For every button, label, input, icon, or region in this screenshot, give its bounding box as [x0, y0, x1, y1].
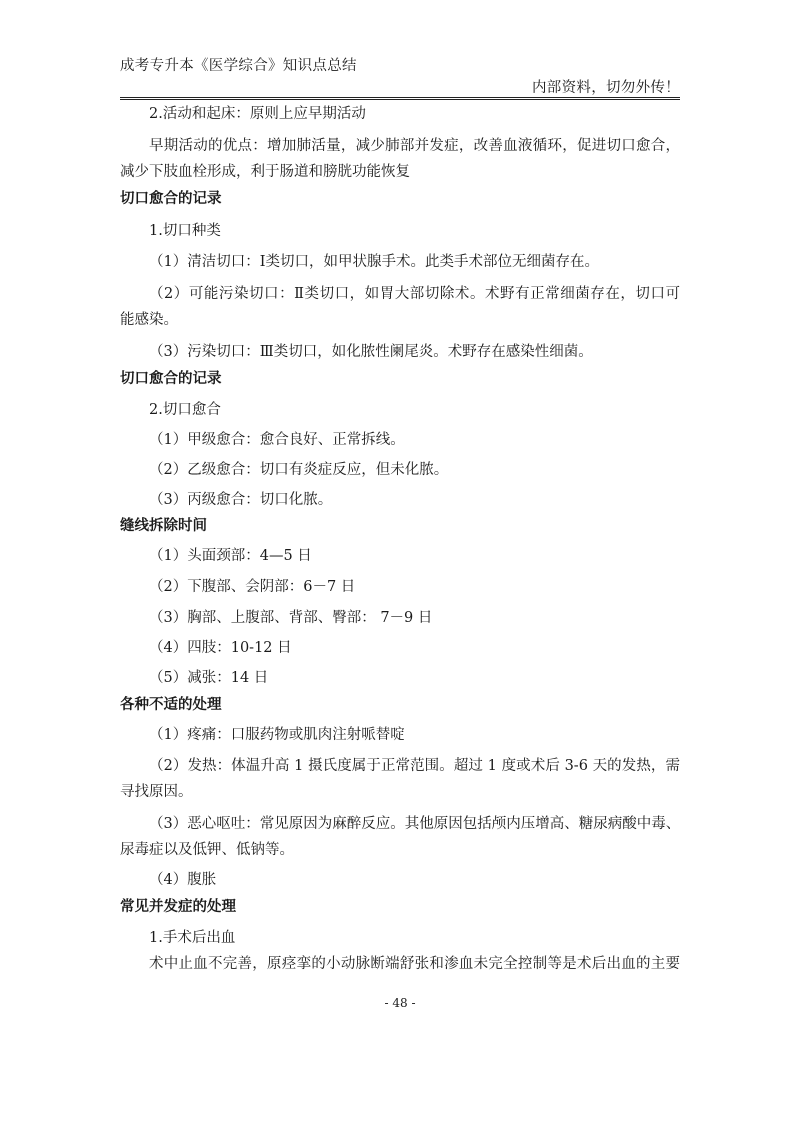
paragraph-line: 术中止血不完善，原痉挛的小动脉断端舒张和渗血未完全控制等是术后出血的主要: [149, 956, 680, 972]
paragraph-line: （1）清洁切口：Ⅰ类切口，如甲状腺手术。此类手术部位无细菌存在。: [149, 254, 599, 270]
paragraph-line: （1）头面颈部：4—5 日: [149, 548, 312, 564]
paragraph-line: 减少下肢血栓形成，利于肠道和膀胱功能恢复: [120, 164, 410, 180]
section-heading: 切口愈合的记录: [120, 191, 222, 207]
paragraph-line: 2.活动和起床：原则上应早期活动: [149, 106, 366, 122]
paragraph-line: （1）甲级愈合：愈合良好、正常拆线。: [149, 432, 405, 448]
section-heading: 各种不适的处理: [120, 697, 222, 713]
paragraph-line: （5）减张：14 日: [149, 670, 269, 686]
paragraph-line: （4）四肢：10-12 日: [149, 640, 292, 656]
paragraph-line: 早期活动的优点：增加肺活量，减少肺部并发症，改善血液循环，促进切口愈合，: [149, 138, 680, 154]
paragraph-line: （1）疼痛：口服药物或肌肉注射哌替啶: [149, 727, 405, 743]
paragraph-line: （2）乙级愈合：切口有炎症反应，但未化脓。: [149, 462, 449, 478]
header-note: 内部资料，切勿外传！: [532, 80, 680, 96]
paragraph-line: 寻找原因。: [120, 784, 193, 800]
header-rule: [120, 97, 680, 100]
paragraph-line: （3）丙级愈合：切口化脓。: [149, 492, 333, 508]
paragraph-line: （3）胸部、上腹部、背部、臀部： 7－9 日: [149, 610, 433, 626]
section-heading: 切口愈合的记录: [120, 371, 222, 387]
section-heading: 缝线拆除时间: [120, 518, 207, 534]
paragraph-line: （4）腹胀: [149, 872, 217, 888]
section-heading: 常见并发症的处理: [120, 899, 236, 915]
paragraph-line: 2.切口愈合: [149, 402, 221, 418]
paragraph-line: 能感染。: [120, 312, 178, 328]
paragraph-line: 尿毒症以及低钾、低钠等。: [120, 842, 294, 858]
paragraph-line: （3）恶心呕吐：常见原因为麻醉反应。其他原因包括颅内压增高、糖尿病酸中毒、: [149, 816, 681, 832]
paragraph-line: 1.切口种类: [149, 223, 221, 239]
paragraph-line: （2）发热：体温升高 1 摄氏度属于正常范围。超过 1 度或术后 3-6 天的发热，需: [149, 758, 680, 774]
paragraph-line: （2）下腹部、会阴部：6－7 日: [149, 579, 356, 595]
paragraph-line: 1.手术后出血: [149, 930, 236, 946]
paragraph-line: （3）污染切口：Ⅲ类切口，如化脓性阑尾炎。术野存在感染性细菌。: [149, 344, 593, 360]
paragraph-line: （2）可能污染切口：Ⅱ类切口，如胃大部切除术。术野有正常细菌存在，切口可: [149, 286, 680, 302]
header-title: 成考专升本《医学综合》知识点总结: [120, 58, 357, 74]
page-number: - 48 -: [384, 996, 416, 1010]
